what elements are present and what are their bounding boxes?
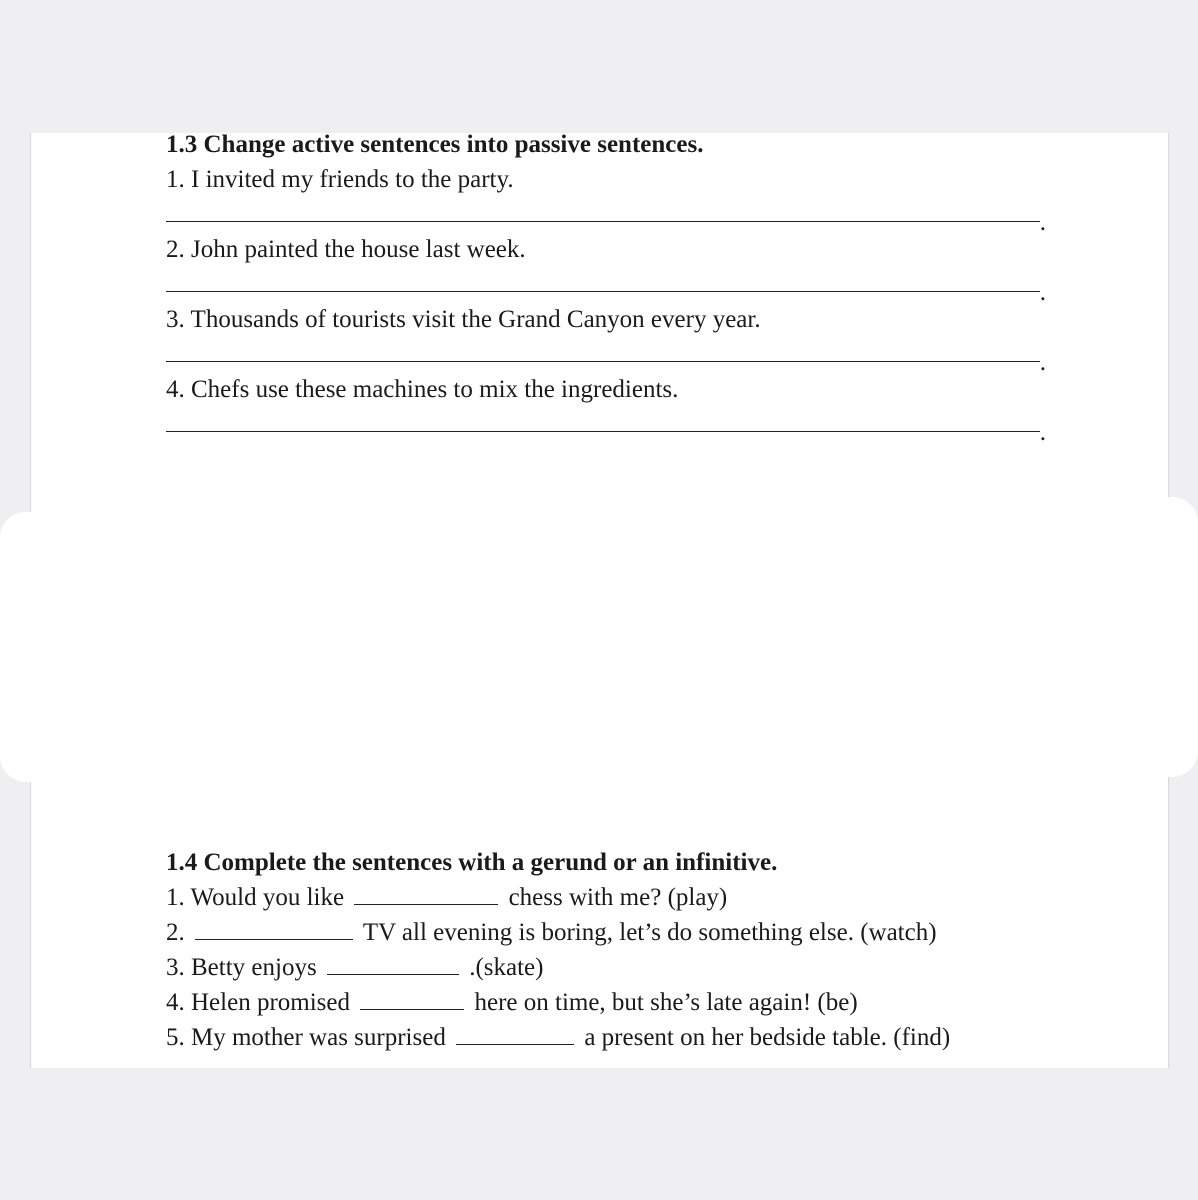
question-1-4-1 [166,880,950,915]
section-1-3 [166,127,1046,446]
question-1-4-5-before: 5. My mother was surprised [166,1024,446,1051]
question-1-3-3: 3. Thousands of tourists visit the Grand Canyon every year. [166,306,761,333]
section-1-4 [166,845,950,1055]
answer-line-end: . [1039,279,1046,306]
section-1-3-heading: 1.3 Change active sentences into passive sentences. [166,131,704,158]
answer-line-end: . [1039,209,1046,236]
question-1-4-3 [166,950,950,985]
question-1-3-2: 2. John painted the house last week. [166,236,526,263]
question-1-4-2-before: 2. [166,919,185,946]
answer-line-1[interactable] [166,197,1046,236]
answer-line-end: . [1039,349,1046,376]
answer-line-end: . [1039,419,1046,446]
question-1-4-3-after: .(skate) [469,954,544,981]
section-1-4-heading: 1.4 Complete the sentences with a gerund or an infinitive. [166,849,778,876]
question-1-4-3-before: 3. Betty enjoys [166,954,317,981]
question-1-4-2-after: TV all evening is boring, let’s do something else. (watch) [362,919,937,946]
blank-4[interactable] [360,989,464,1010]
question-1-4-1-before: 1. Would you like [166,884,345,911]
blank-3[interactable] [327,954,459,975]
question-1-4-5 [166,1020,950,1055]
question-1-4-2 [166,915,950,950]
question-1-4-4-after: here on time, but she’s late again! (be) [474,989,858,1016]
redaction-blob-left [0,512,70,782]
question-1-4-4-before: 4. Helen promised [166,989,350,1016]
blank-5[interactable] [456,1024,574,1045]
question-1-3-4: 4. Chefs use these machines to mix the ingredients. [166,376,679,403]
question-1-4-5-after: a present on her bedside table. (find) [584,1024,951,1051]
answer-line-3[interactable] [166,337,1046,376]
answer-line-4[interactable] [166,407,1046,446]
blank-1[interactable] [354,884,498,905]
question-1-4-4 [166,985,950,1020]
answer-line-2[interactable] [166,267,1046,306]
question-1-3-1: 1. I invited my friends to the party. [166,166,514,193]
blank-2[interactable] [195,919,353,940]
redaction-blob-right [1138,497,1198,777]
question-1-4-1-after: chess with me? (play) [508,884,728,911]
